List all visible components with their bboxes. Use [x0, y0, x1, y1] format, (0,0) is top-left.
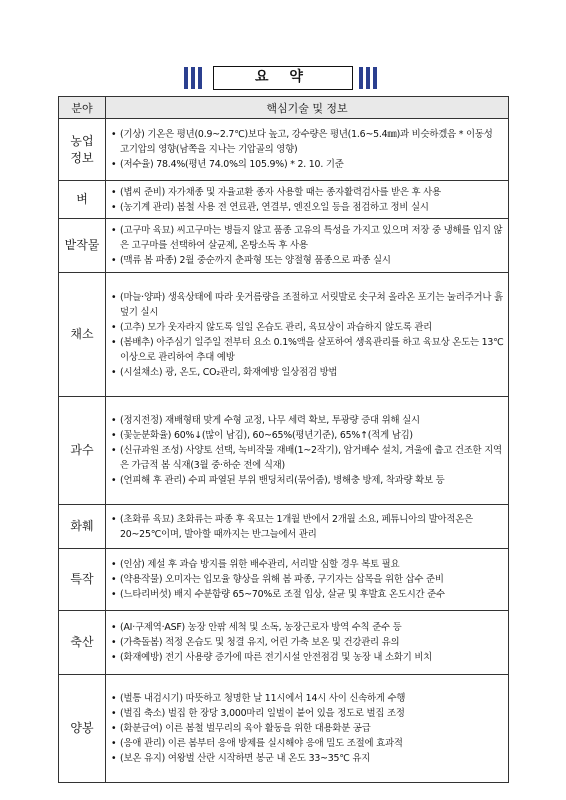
bullet-item [111, 721, 504, 736]
row-category [59, 219, 106, 273]
row-content [106, 219, 509, 273]
row-category [59, 273, 106, 397]
row-content [106, 549, 509, 611]
category-label: 과수 [70, 443, 94, 457]
table-row [59, 397, 509, 505]
bullet-icon: • [111, 574, 117, 585]
row-category [59, 181, 106, 219]
table-row [59, 219, 509, 273]
bullet-icon: • [111, 693, 117, 704]
table-row [59, 181, 509, 219]
table-row [59, 273, 509, 397]
bullet-text: (고구마 육묘) 씨고구마는 병들지 않고 품종 고유의 특성을 가지고 있으며 저장 중 냉해를 입지 않은 고구마를 선택하여 살균제, 온탕소독 후 사용 [120, 225, 503, 251]
bullet-text: (기상) 기온은 평년(0.9~2.7℃)보다 높고, 강수량은 평년(1.6~5.4㎜)과 비슷하겠음 * 이동성 고기압의 영향(남쪽을 지나는 기압골의 영향) [120, 129, 493, 155]
bullet-text: (저수율) 78.4%(평년 74.0%의 105.9%) * 2. 10. 기준 [120, 159, 344, 170]
row-content [106, 119, 509, 181]
bullet-icon: • [111, 738, 117, 749]
category-label: 특작 [70, 572, 94, 586]
title-decoration-left [184, 67, 205, 89]
bullet-text: (마늘·양파) 생육상태에 따라 웃거름량을 조절하고 서릿발로 솟구쳐 올라온 포기는 눌러주거나 흙덮기 실시 [120, 291, 503, 318]
table-row [59, 675, 509, 783]
bullet-icon: • [111, 589, 117, 600]
category-label: 채소 [70, 327, 94, 341]
bullet-item [111, 572, 504, 587]
bullet-icon: • [111, 559, 117, 570]
header-category: 분야 [59, 97, 106, 119]
bullet-text: (화재예방) 전기 사용량 증가에 따른 전기시설 안전점검 및 농장 내 소화기 비치 [120, 652, 433, 663]
bullet-text: (고추) 모가 웃자라지 않도록 일일 온습도 관리, 육묘상이 과습하지 않도록 관리 [120, 321, 433, 333]
bullet-icon: • [111, 415, 117, 426]
row-category [59, 611, 106, 675]
bullet-text: (가축돌봄) 적정 온습도 및 청결 유지, 어린 가축 보온 및 건강관리 유의 [120, 637, 400, 648]
bullet-icon: • [111, 445, 117, 456]
row-content [106, 181, 509, 219]
table-row [59, 549, 509, 611]
bullet-item [111, 320, 504, 335]
bullet-text: (볍씨 준비) 자가채종 및 자율교환 종자 사용할 때는 종자활력검사를 받은 후 사용 [120, 186, 441, 198]
bullet-icon: • [111, 513, 117, 525]
bullet-icon: • [111, 652, 117, 663]
bullet-icon: • [111, 186, 117, 198]
row-content [106, 397, 509, 505]
bullet-item [111, 443, 504, 473]
bullet-icon: • [111, 366, 117, 378]
bullet-icon: • [111, 753, 117, 764]
bullet-item [111, 428, 504, 443]
bullet-text: (맥류 봄 파종) 2월 중순까지 춘파형 또는 양절형 품종으로 파종 실시 [120, 255, 391, 266]
bullet-item [111, 200, 504, 215]
bullet-text: (벌집 축소) 벌집 한 장당 3,000마리 일벌이 붙어 있을 정도로 벌집 조정 [120, 708, 405, 719]
bullet-text: (응애 관리) 이른 봄부터 응애 방제를 실시해야 응애 밀도 조절에 효과적 [120, 738, 403, 749]
bullet-icon: • [111, 637, 117, 648]
bullet-text: (느타리버섯) 배지 수분함량 65~70%로 조절 입상, 살균 및 후발효 온도시간 준수 [120, 589, 445, 600]
table-row [59, 611, 509, 675]
header-content: 핵심기술 및 정보 [106, 97, 509, 119]
bullet-text: (언피해 후 관리) 수피 파열된 부위 밴딩처리(묶어줌), 병해충 방제, 착과량 확보 등 [120, 475, 445, 486]
table-header-row [59, 97, 509, 119]
bullet-item [111, 335, 504, 365]
bullet-icon: • [111, 129, 117, 140]
bullet-item [111, 185, 504, 200]
bullet-icon: • [111, 708, 117, 719]
bullet-item [111, 413, 504, 428]
category-label: 벼 [76, 192, 88, 206]
bullet-item [111, 223, 504, 253]
bullet-text: (꽃눈분화율) 60%↓(많이 남김), 60~65%(평년기준), 65%↑(적게 남김) [120, 430, 413, 441]
table-row [59, 119, 509, 181]
bullet-icon: • [111, 321, 117, 333]
bullet-icon: • [111, 475, 117, 486]
bullet-text: (AI·구제역·ASF) 농장 안팎 세척 및 소독, 농장근로자 방역 수칙 준수 등 [120, 622, 402, 633]
bullet-text: (봄배추) 아주심기 일주일 전부터 요소 0.1%액을 살포하여 생육관리를 하고 육묘상 온도는 13℃이상으로 관리하여 추대 예방 [120, 336, 504, 363]
bullet-text: (인삼) 제설 후 과습 방지를 위한 배수관리, 서리발 심할 경우 복토 필요 [120, 559, 400, 570]
bullet-item [111, 365, 504, 380]
bullet-text: (농기계 관리) 봄철 사용 전 연료관, 연결부, 엔진오일 등을 점검하고 정비 실시 [120, 201, 429, 213]
bullet-item [111, 253, 504, 268]
category-label: 양봉 [70, 721, 94, 735]
bullet-icon: • [111, 430, 117, 441]
bullet-text: (신규과원 조성) 사양토 선택, 녹비작물 재배(1~2작기), 암거배수 설치, 겨울에 춥고 건조한 지역은 가급적 봄 식재(3월 중·하순 전에 식재) [120, 445, 502, 471]
bullet-item [111, 650, 504, 665]
bullet-icon: • [111, 622, 117, 633]
bullet-item [111, 751, 504, 766]
bullet-item [111, 512, 504, 542]
bullet-text: (벌통 내검시기) 따뜻하고 청명한 날 11시에서 14시 사이 신속하게 수행 [120, 693, 406, 704]
bullet-text: (약용작물) 오미자는 입모율 향상을 위해 봄 파종, 구기자는 삽목을 위한 삽수 준비 [120, 574, 444, 585]
row-content [106, 675, 509, 783]
row-category [59, 675, 106, 783]
bullet-text: (보온 유지) 여왕벌 산란 시작하면 봉군 내 온도 33~35℃ 유지 [120, 753, 371, 764]
bullet-item [111, 157, 504, 172]
row-category [59, 549, 106, 611]
category-label: 정보 [70, 150, 94, 165]
bullet-text: (화분급여) 이른 봄철 벌무리의 육아 활동을 위한 대용화분 공급 [120, 723, 371, 734]
page-title: 요 약 [213, 66, 353, 90]
bullet-item [111, 473, 504, 488]
table-row [59, 505, 509, 549]
bullet-item [111, 587, 504, 602]
bullet-item [111, 290, 504, 320]
bullet-item [111, 557, 504, 572]
bullet-icon: • [111, 201, 117, 213]
title-area [0, 66, 566, 92]
bullet-text: (정지전정) 재배형태 맞게 수형 교정, 나무 세력 확보, 투광량 증대 위해 실시 [120, 415, 420, 426]
row-content [106, 505, 509, 549]
bullet-item [111, 127, 504, 157]
row-content [106, 611, 509, 675]
bullet-icon: • [111, 291, 117, 303]
summary-table [58, 96, 509, 783]
category-label: 농업 [70, 133, 94, 148]
bullet-text: (초화류 육묘) 초화류는 파종 후 육묘는 1개월 반에서 2개월 소요, 페튜니아의 발아적온은 20~25℃이며, 발아할 때까지는 반그늘에서 관리 [120, 513, 473, 540]
table-body [59, 119, 509, 783]
category-label: 화훼 [70, 519, 94, 533]
row-category [59, 505, 106, 549]
row-category [59, 397, 106, 505]
row-content [106, 273, 509, 397]
bullet-icon: • [111, 159, 117, 170]
title-decoration-right [359, 67, 380, 89]
bullet-item [111, 635, 504, 650]
bullet-icon: • [111, 255, 117, 266]
bullet-item [111, 706, 504, 721]
bullet-icon: • [111, 723, 117, 734]
bullet-text: (시설채소) 광, 온도, CO₂관리, 화재예방 일상점검 방법 [120, 366, 338, 378]
bullet-item [111, 736, 504, 751]
category-label: 밭작물 [64, 238, 100, 252]
bullet-item [111, 691, 504, 706]
bullet-item [111, 620, 504, 635]
bullet-icon: • [111, 225, 117, 236]
row-category [59, 119, 106, 181]
bullet-icon: • [111, 336, 117, 348]
category-label: 축산 [70, 635, 94, 649]
